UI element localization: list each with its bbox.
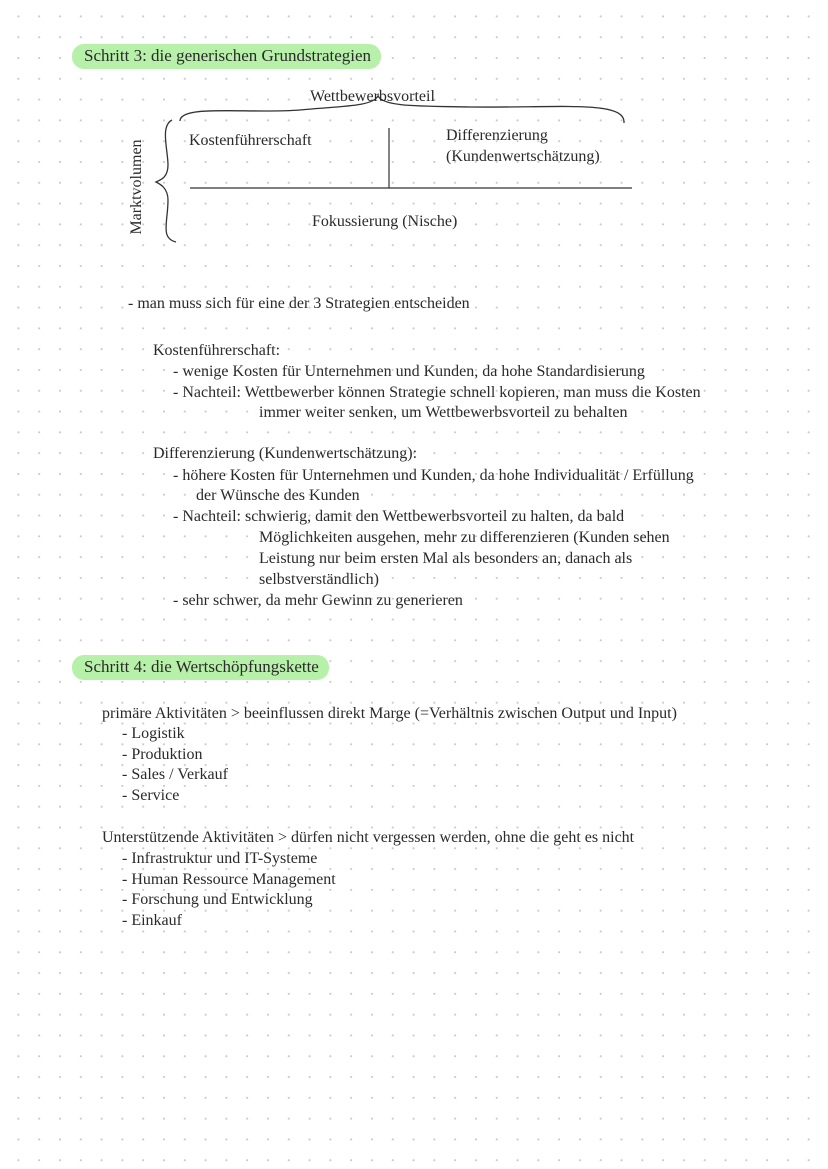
support-item: - Einkauf (122, 912, 182, 929)
step3-intro: - man muss sich für eine der 3 Strategien entscheiden (128, 295, 470, 312)
diff-point-3: - sehr schwer, da mehr Gewinn zu generieren (173, 592, 463, 609)
step4-heading: Schritt 4: die Wertschöpfungskette (72, 655, 329, 680)
diff-point-1: - höhere Kosten für Unternehmen und Kunden, da hohe Individualität / Erfüllung (173, 467, 694, 484)
diagram-top-label: Wettbewerbsvorteil (310, 88, 435, 105)
diagram-bottom: Fokussierung (Nische) (312, 213, 458, 230)
diff-point-2: - Nachteil: schwierig, damit den Wettbewerbsvorteil zu halten, da bald (173, 508, 625, 525)
side-brace (156, 120, 176, 242)
diff-point-2-cont-2: Leistung nur beim ersten Mal als besonders an, danach als (259, 550, 633, 567)
diagram-cell-left: Kostenführerschaft (189, 132, 312, 149)
cost-point-2: - Nachteil: Wettbewerber können Strategie schnell kopieren, man muss die Kosten (173, 384, 701, 401)
diagram-cell-right-2: (Kundenwertschätzung) (446, 148, 600, 165)
cost-point-1: - wenige Kosten für Unternehmen und Kunden, da hohe Standardisierung (173, 363, 645, 380)
diff-point-1-cont: der Wünsche des Kunden (196, 487, 360, 504)
support-item: - Forschung und Entwicklung (122, 891, 313, 908)
diff-point-2-cont-1: Möglichkeiten ausgehen, mehr zu differenzieren (Kunden sehen (259, 529, 670, 546)
diagram-cell-right-1: Differenzierung (446, 127, 548, 144)
primary-item: - Produktion (122, 746, 203, 763)
diff-title: Differenzierung (Kundenwertschätzung): (153, 445, 418, 462)
diagram-side-label: Marktvolumen (128, 139, 145, 235)
step3-heading: Schritt 3: die generischen Grundstrategien (72, 44, 381, 69)
primary-item: - Logistik (122, 725, 185, 742)
primary-item: - Sales / Verkauf (122, 766, 228, 783)
cost-point-2-cont: immer weiter senken, um Wettbewerbsvorteil zu behalten (259, 404, 628, 421)
primary-item: - Service (122, 787, 180, 804)
diff-point-2-cont-3: selbstverständlich) (259, 571, 379, 588)
primary-title: primäre Aktivitäten > beeinflussen direkt Marge (=Verhältnis zwischen Output und Input) (102, 705, 677, 722)
support-title: Unterstützende Aktivitäten > dürfen nicht vergessen werden, ohne die geht es nicht (102, 829, 635, 846)
support-item: - Human Ressource Management (122, 871, 336, 888)
cost-title: Kostenführerschaft: (153, 342, 281, 359)
support-item: - Infrastruktur und IT-Systeme (122, 850, 318, 867)
